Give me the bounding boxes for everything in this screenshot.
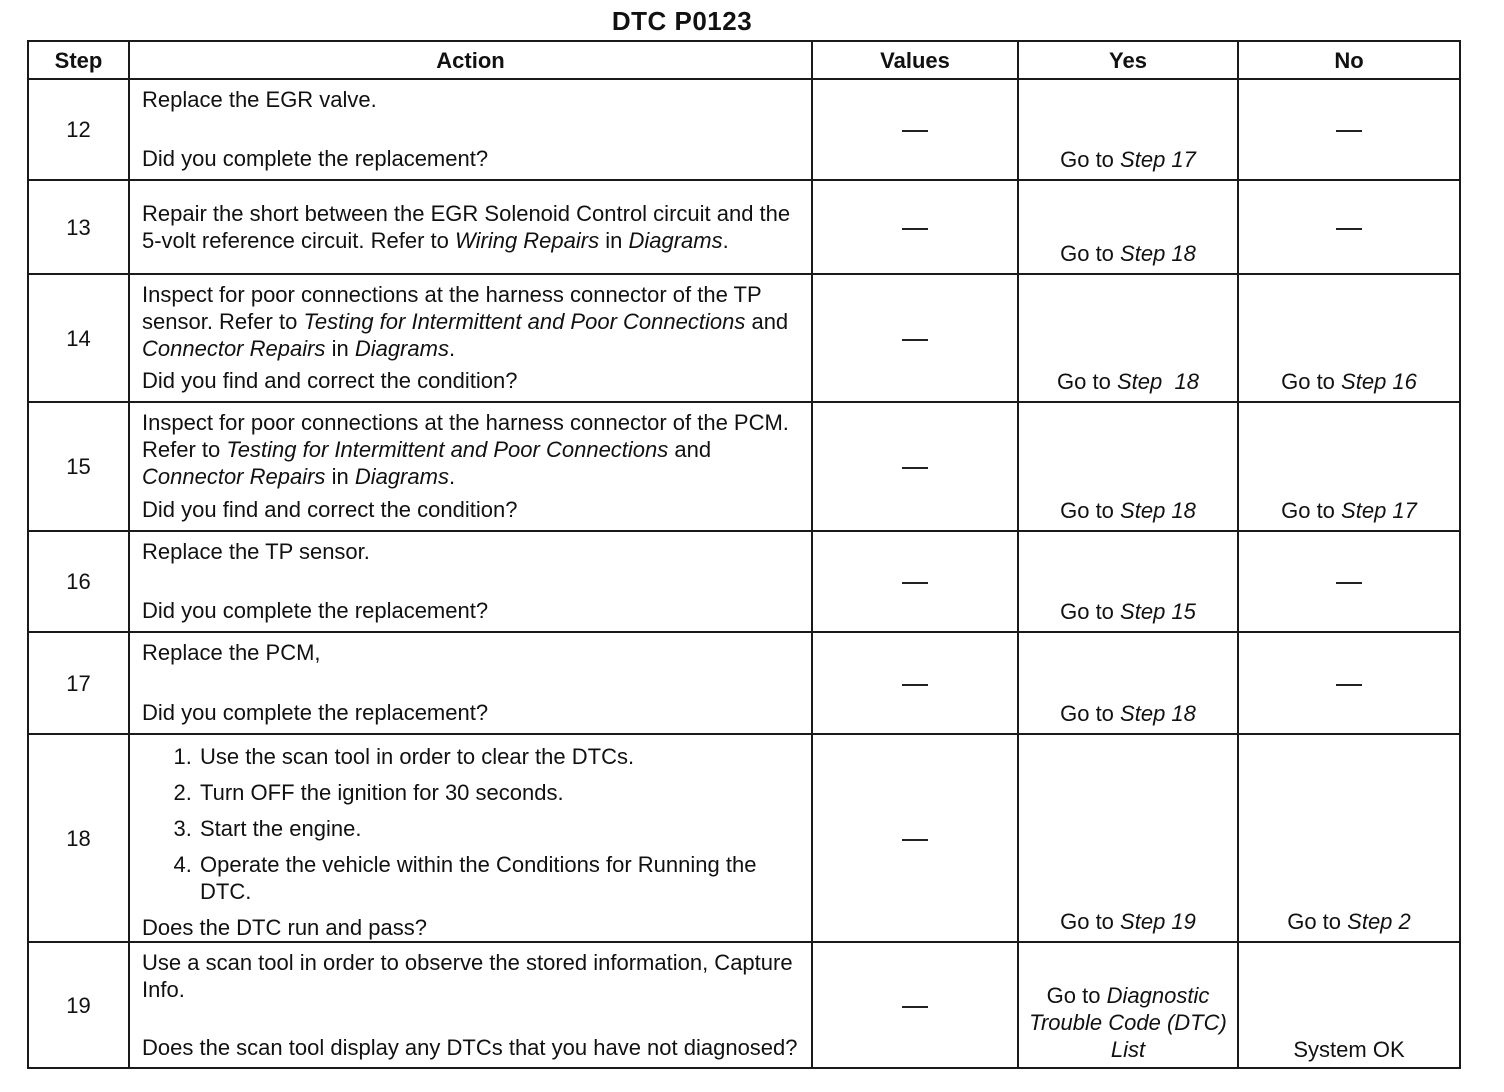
action-text: Inspect for poor connections at the harness connector of the PCM. Refer to Testing for Intermittent and Poor Connections and Connector Repairs in Diagrams. (142, 410, 789, 489)
table-row (28, 734, 1460, 942)
step-number: 13 (28, 180, 129, 274)
no-link[interactable]: Go to Step 2 (1287, 909, 1411, 934)
no-dash (1336, 130, 1362, 132)
yes-cell (1018, 180, 1238, 274)
yes-link[interactable]: Go to Step 18 (1060, 498, 1196, 523)
values-cell (812, 942, 1018, 1068)
step-number: 19 (28, 942, 129, 1068)
values-dash (902, 130, 928, 132)
list-item: 2. Turn OFF the ignition for 30 seconds. (198, 779, 801, 806)
header-values: Values (812, 41, 1018, 79)
list-item: 3. Start the engine. (198, 815, 801, 842)
no-cell (1238, 632, 1460, 734)
step-number: 12 (28, 79, 129, 180)
table-row (28, 402, 1460, 531)
action-cell (129, 942, 812, 1068)
list-item: 1. Use the scan tool in order to clear the DTCs. (198, 743, 801, 770)
action-cell (129, 79, 812, 180)
step-number: 15 (28, 402, 129, 531)
header-row (28, 41, 1460, 79)
step-number: 18 (28, 734, 129, 942)
no-cell (1238, 274, 1460, 402)
yes-link[interactable]: Go to Step 19 (1060, 909, 1196, 934)
list-item: 4. Operate the vehicle within the Conditions for Running the DTC. (198, 851, 801, 905)
page-title: DTC P0123 (611, 6, 753, 36)
yes-cell (1018, 531, 1238, 632)
step-number: 17 (28, 632, 129, 734)
yes-cell (1018, 274, 1238, 402)
no-cell (1238, 531, 1460, 632)
values-cell (812, 402, 1018, 531)
action-text: Repair the short between the EGR Solenoid Control circuit and the 5-volt reference circuit. Refer to Wiring Repairs in Diagrams. (142, 201, 791, 253)
values-cell (812, 531, 1018, 632)
action-question: Did you complete the replacement? (142, 598, 489, 623)
step-number: 14 (28, 274, 129, 402)
values-cell (812, 734, 1018, 942)
no-cell (1238, 734, 1460, 942)
header-step: Step (28, 41, 129, 79)
values-dash (902, 684, 928, 686)
yes-cell (1018, 632, 1238, 734)
table-row (28, 274, 1460, 402)
step-number: 16 (28, 531, 129, 632)
table-row (28, 79, 1460, 180)
action-cell (129, 274, 812, 402)
values-cell (812, 632, 1018, 734)
action-text: Use a scan tool in order to observe the stored information, Capture Info. (142, 950, 793, 1002)
action-cell (129, 632, 812, 734)
action-cell (129, 531, 812, 632)
no-link[interactable]: Go to Step 17 (1281, 498, 1417, 523)
action-text: Inspect for poor connections at the harness connector of the TP sensor. Refer to Testing for Intermittent and Poor Connections and Connector Repairs in Diagrams. (142, 282, 789, 361)
no-cell (1238, 79, 1460, 180)
action-text: Replace the TP sensor. (142, 539, 370, 564)
yes-cell (1018, 402, 1238, 531)
yes-link[interactable]: Go to Step 15 (1060, 599, 1196, 624)
yes-link[interactable]: Go to Diagnostic Trouble Code (DTC) List (1029, 983, 1227, 1062)
action-question: Does the scan tool display any DTCs that you have not diagnosed? (142, 1035, 798, 1060)
values-dash (902, 839, 928, 841)
no-cell (1238, 402, 1460, 531)
header-action: Action (129, 41, 812, 79)
values-cell (812, 79, 1018, 180)
yes-link[interactable]: Go to Step 18 (1060, 241, 1196, 266)
action-text: Replace the EGR valve. (142, 87, 377, 112)
action-text: Replace the PCM, (142, 640, 321, 665)
values-dash (902, 228, 928, 230)
table-row (28, 531, 1460, 632)
table-row (28, 632, 1460, 734)
no-link[interactable]: Go to Step 16 (1281, 369, 1417, 394)
no-dash (1336, 228, 1362, 230)
table-row (28, 942, 1460, 1068)
header-no: No (1238, 41, 1460, 79)
yes-link[interactable]: Go to Step 18 (1060, 701, 1196, 726)
action-question: Did you find and correct the condition? (142, 497, 518, 522)
yes-cell (1018, 79, 1238, 180)
values-dash (902, 339, 928, 341)
action-cell (129, 402, 812, 531)
action-question: Did you complete the replacement? (142, 700, 489, 725)
no-cell (1238, 180, 1460, 274)
no-dash (1336, 684, 1362, 686)
no-dash (1336, 582, 1362, 584)
table-row (28, 180, 1460, 274)
action-question: Does the DTC run and pass? (142, 915, 427, 940)
no-cell (1238, 942, 1460, 1068)
no-result: System OK (1293, 1037, 1405, 1062)
procedure-list (142, 743, 801, 914)
values-cell (812, 274, 1018, 402)
values-dash (902, 467, 928, 469)
action-question: Did you find and correct the condition? (142, 368, 518, 393)
header-yes: Yes (1018, 41, 1238, 79)
yes-link[interactable]: Go to Step 17 (1060, 147, 1196, 172)
action-cell (129, 180, 812, 274)
yes-cell (1018, 942, 1238, 1068)
values-dash (902, 1006, 928, 1008)
yes-cell (1018, 734, 1238, 942)
action-question: Did you complete the replacement? (142, 146, 489, 171)
values-dash (902, 582, 928, 584)
yes-link[interactable]: Go to Step 18 (1057, 369, 1199, 394)
diagnostic-table (27, 40, 1461, 1069)
values-cell (812, 180, 1018, 274)
action-cell (129, 734, 812, 942)
